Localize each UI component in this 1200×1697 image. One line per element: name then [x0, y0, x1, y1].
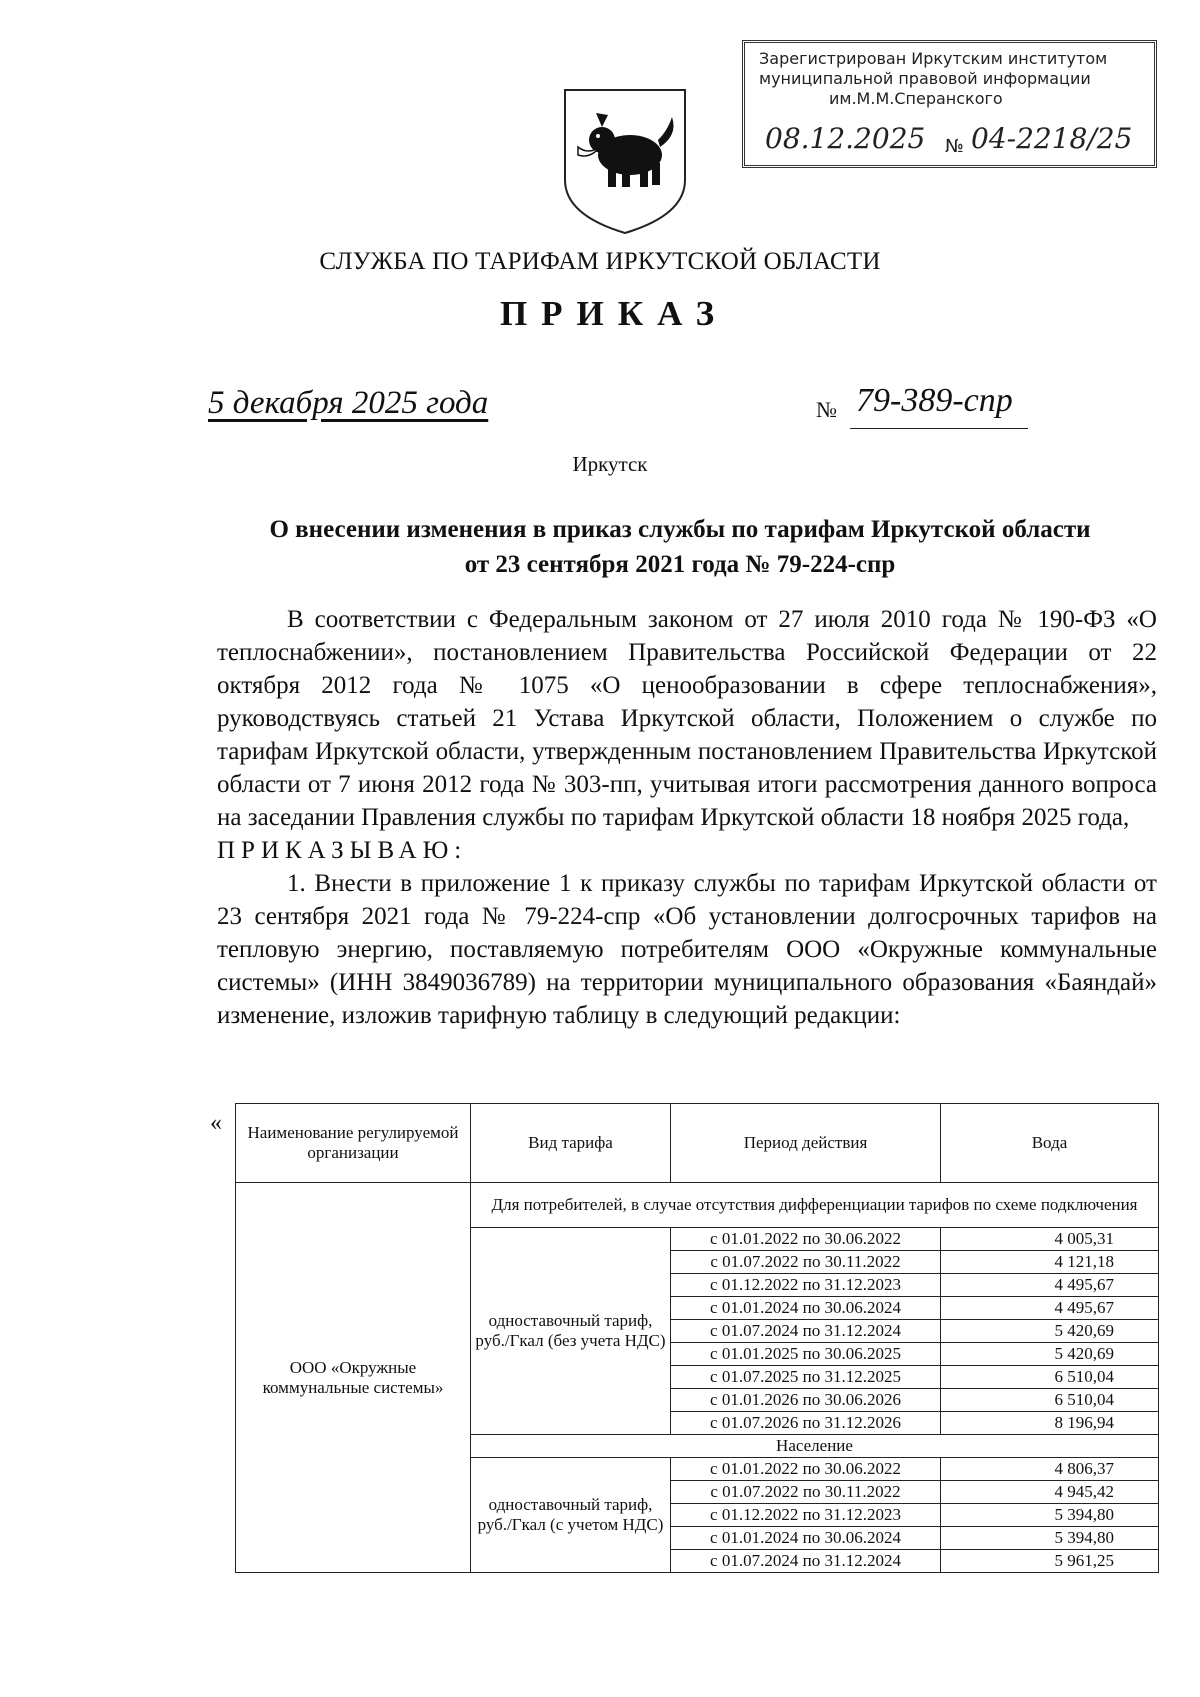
item-1-paragraph: 1. Внести в приложение 1 к приказу службы по тарифам Иркутской области от 23 сентября 2021 года № 79-224-спр «Об установлении долгосрочных тарифов на тепловую энергию, поставляемую потребителям ООО «Окружные коммунальные системы» (ИНН 3849036789) на территории муниципального образования «Баяндай» изменение, изложив тарифную таблицу в следующий редакции:: [217, 870, 1157, 1029]
period-cell: с 01.12.2022 по 31.12.2023: [671, 1274, 941, 1297]
period-cell: с 01.12.2022 по 31.12.2023: [671, 1504, 941, 1527]
stamp-line-3: им.М.М.Сперанского: [829, 89, 1003, 108]
agency-name: СЛУЖБА ПО ТАРИФАМ ИРКУТСКОЙ ОБЛАСТИ: [319, 248, 881, 275]
value-cell: 5 394,80: [941, 1504, 1159, 1527]
period-cell: с 01.07.2024 по 31.12.2024: [671, 1550, 941, 1573]
value-cell: 5 420,69: [941, 1343, 1159, 1366]
stamp-number: 04-2218/25: [971, 122, 1133, 155]
document-number-label: №: [816, 397, 837, 422]
document-body: [217, 603, 1157, 1032]
value-cell: 5 394,80: [941, 1527, 1159, 1550]
header-water: Вода: [941, 1104, 1159, 1183]
period-cell: с 01.01.2024 по 30.06.2024: [671, 1527, 941, 1550]
value-cell: 6 510,04: [941, 1389, 1159, 1412]
city: Иркутск: [572, 452, 648, 476]
header-tariff-type: Вид тарифа: [471, 1104, 671, 1183]
subject-line-1: О внесении изменения в приказ службы по тарифам Иркутской области: [269, 516, 1091, 543]
section-1-tariff-type: одноставочный тариф, руб./Гкал (без учета НДС): [471, 1228, 671, 1435]
period-cell: с 01.07.2026 по 31.12.2026: [671, 1412, 941, 1435]
period-cell: с 01.01.2024 по 30.06.2024: [671, 1297, 941, 1320]
period-cell: с 01.07.2024 по 31.12.2024: [671, 1320, 941, 1343]
value-cell: 4 495,67: [941, 1274, 1159, 1297]
period-cell: с 01.01.2022 по 30.06.2022: [671, 1228, 941, 1251]
period-cell: с 01.07.2022 по 30.11.2022: [671, 1481, 941, 1504]
period-cell: с 01.01.2022 по 30.06.2022: [671, 1458, 941, 1481]
document-subject: [200, 512, 1160, 582]
stamp-line-2: муниципальной правовой информации: [759, 69, 1091, 88]
value-cell: 4 121,18: [941, 1251, 1159, 1274]
value-cell: 4 945,42: [941, 1481, 1159, 1504]
organization-cell: ООО «Окружные коммунальные системы»: [236, 1183, 471, 1573]
registration-stamp: [742, 40, 1157, 168]
value-cell: 5 961,25: [941, 1550, 1159, 1573]
preamble-paragraph: В соответствии с Федеральным законом от 27 июля 2010 года № 190-ФЗ «О теплоснабжении», постановлением Правительства Российской Федерации от 22 октября 2012 года № 1075 «О ценообразовании в сфере теплоснабжения», руководствуясь статьей 21 Устава Иркутской области, Положением о службе по тарифам Иркутской области, утвержденным постановлением Правительства Иркутской области от 7 июня 2012 года № 303-пп, учитывая итоги рассмотрения данного вопроса на заседании Правления службы по тарифам Иркутской области 18 ноября 2025 года,: [217, 606, 1157, 831]
header-period: Период действия: [671, 1104, 941, 1183]
tariff-table: [235, 1103, 1159, 1573]
period-cell: с 01.07.2022 по 30.11.2022: [671, 1251, 941, 1274]
header-organization: Наименование регулируемой организации: [236, 1104, 471, 1183]
stamp-line-1: Зарегистрирован Иркутским институтом: [759, 49, 1108, 68]
order-word: ПРИКАЗЫВАЮ:: [217, 837, 468, 864]
value-cell: 4 495,67: [941, 1297, 1159, 1320]
document-type: ПРИКАЗ: [499, 294, 729, 333]
stamp-date: 08.12.2025: [765, 122, 926, 155]
value-cell: 8 196,94: [941, 1412, 1159, 1435]
document-date: 5 декабря 2025 года: [208, 385, 489, 421]
table-opening-quote: «: [210, 1110, 222, 1136]
value-cell: 6 510,04: [941, 1366, 1159, 1389]
table-header-row: [236, 1104, 1159, 1183]
subject-line-2: от 23 сентября 2021 года № 79-224-спр: [464, 551, 896, 578]
value-cell: 5 420,69: [941, 1320, 1159, 1343]
value-cell: 4 806,37: [941, 1458, 1159, 1481]
number-underline: [850, 428, 1028, 429]
table-row: [236, 1183, 1159, 1228]
stamp-number-label: №: [945, 136, 964, 157]
section-2-tariff-type: одноставочный тариф, руб./Гкал (с учетом НДС): [471, 1458, 671, 1573]
coat-of-arms-icon: [560, 85, 690, 235]
period-cell: с 01.07.2025 по 31.12.2025: [671, 1366, 941, 1389]
section-1-title: Для потребителей, в случае отсутствия дифференциации тарифов по схеме подключения: [471, 1183, 1159, 1228]
document-number: 79-389-спр: [856, 382, 1013, 419]
value-cell: 4 005,31: [941, 1228, 1159, 1251]
section-2-title: Население: [471, 1435, 1159, 1458]
period-cell: с 01.01.2025 по 30.06.2025: [671, 1343, 941, 1366]
period-cell: с 01.01.2026 по 30.06.2026: [671, 1389, 941, 1412]
